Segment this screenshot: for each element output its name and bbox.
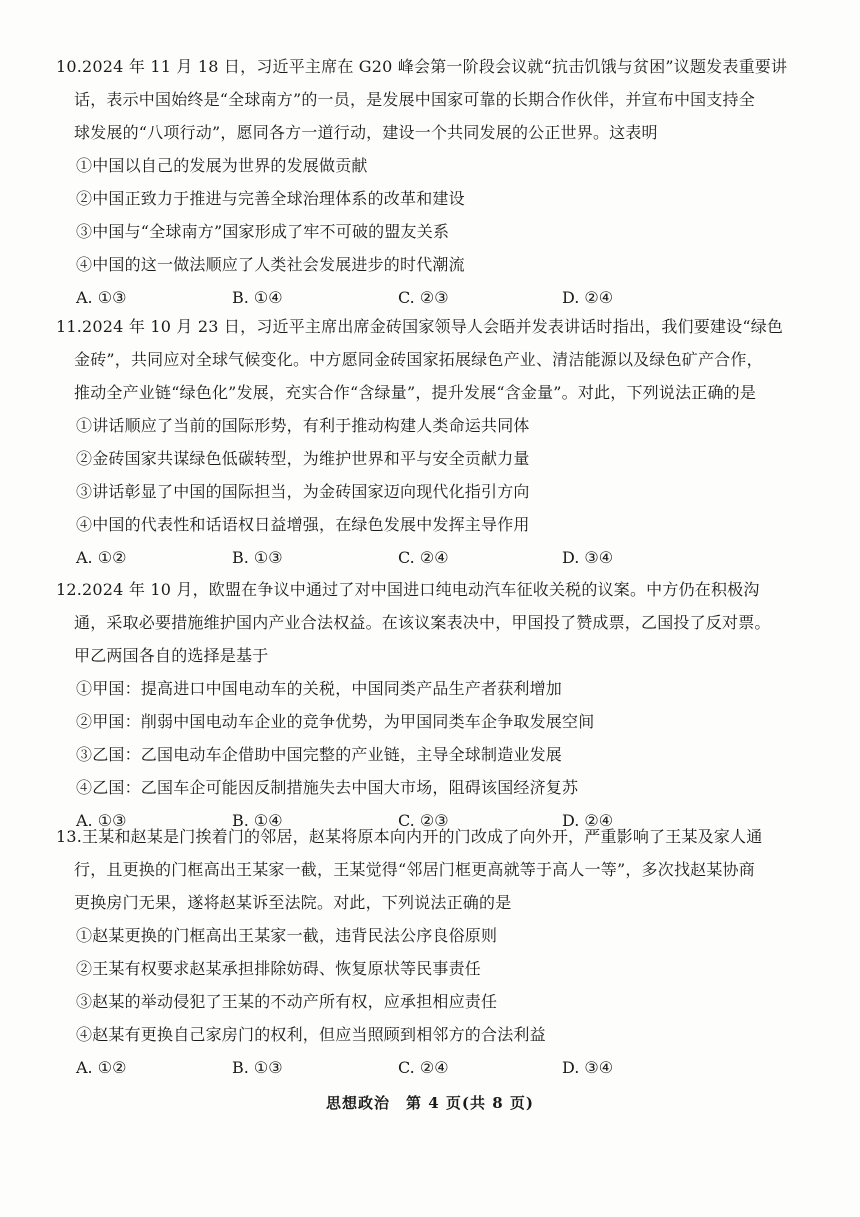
choice-a: A. ①②	[76, 548, 127, 567]
choice-d: D. ③④	[562, 548, 614, 567]
question-12	[56, 573, 816, 837]
statement-option: ②金砖国家共谋绿色低碳转型，为维护世界和平与安全贡献力量	[76, 449, 530, 468]
statement-option: ②王某有权要求赵某承担排除妨碍、恢复原状等民事责任	[76, 959, 482, 978]
question-stem-line: 10.2024 年 11 月 18 日，习近平主席在 G20 峰会第一阶段会议就“抗击饥饿与贫困”议题发表重要讲	[56, 57, 788, 76]
statement-option: ①甲国：提高进口中国电动车的关税，中国同类产品生产者获利增加	[76, 679, 563, 698]
choice-a: A. ①②	[76, 1058, 127, 1077]
question-stem-line: 通，采取必要措施维护国内产业合法权益。在该议案表决中，甲国投了赞成票，乙国投了反对票。	[74, 613, 771, 632]
choice-c: C. ②④	[398, 1058, 449, 1077]
choice-d: D. ③④	[562, 1058, 614, 1077]
question-stem-line: 推动全产业链“绿色化”发展，充实合作“含绿量”，提升发展“含金量”。对此，下列说法正确的是	[74, 383, 757, 402]
question-stem-line: 金砖”，共同应对全球气候变化。中方愿同金砖国家拓展绿色产业、清洁能源以及绿色矿产合作，	[74, 350, 763, 369]
choice-b: B. ①③	[232, 1058, 283, 1077]
statement-option: ②甲国：削弱中国电动车企业的竞争优势，为甲国同类车企争取发展空间	[76, 712, 595, 731]
statement-option: ③中国与“全球南方”国家形成了牢不可破的盟友关系	[76, 222, 450, 241]
question-stem-line: 12.2024 年 10 月，欧盟在争议中通过了对中国进口纯电动汽车征收关税的议案。中方仍在积极沟	[56, 580, 760, 599]
choice-c: C. ②④	[398, 548, 449, 567]
question-11	[56, 310, 816, 574]
choice-c: C. ②③	[398, 811, 449, 830]
question-stem-line: 甲乙两国各自的选择是基于	[74, 646, 269, 665]
question-stem-line: 11.2024 年 10 月 23 日，习近平主席出席金砖国家领导人会晤并发表讲话时指出，我们要建设“绿色	[56, 317, 784, 336]
statement-option: ③讲话彰显了中国的国际担当，为金砖国家迈向现代化指引方向	[76, 482, 530, 501]
choice-d: D. ②④	[562, 811, 614, 830]
statement-option: ③赵某的举动侵犯了王某的不动产所有权，应承担相应责任	[76, 992, 498, 1011]
question-stem-line: 行，且更换的门框高出王某家一截，王某觉得“邻居门框更高就等于高人一等”，多次找赵某协商	[74, 860, 755, 879]
choice-b: B. ①④	[232, 288, 283, 307]
choice-b: B. ①④	[232, 811, 283, 830]
answer-choices	[56, 541, 816, 574]
statement-option: ①讲话顺应了当前的国际形势，有利于推动构建人类命运共同体	[76, 416, 530, 435]
question-stem-line: 13.王某和赵某是门挨着门的邻居，赵某将原本向内开的门改成了向外开，严重影响了王某及家人通	[56, 827, 763, 846]
answer-choices	[56, 1051, 816, 1084]
statement-option: ①中国以自己的发展为世界的发展做贡献	[76, 156, 368, 175]
choice-d: D. ②④	[562, 288, 614, 307]
question-stem-line: 更换房门无果，遂将赵某诉至法院。对此，下列说法正确的是	[74, 893, 512, 912]
question-10	[56, 50, 816, 314]
question-stem-line: 话，表示中国始终是“全球南方”的一员，是发展中国家可靠的长期合作伙伴，并宣布中国支持全	[74, 90, 755, 109]
choice-c: C. ②③	[398, 288, 449, 307]
page-footer: 思想政治 第 4 页(共 8 页)	[326, 1094, 534, 1112]
statement-option: ④中国的这一做法顺应了人类社会发展进步的时代潮流	[76, 255, 465, 274]
statement-option: ④赵某有更换自己家房门的权利，但应当照顾到相邻方的合法利益	[76, 1025, 546, 1044]
choice-a: A. ①③	[76, 811, 127, 830]
statement-option: ③乙国：乙国电动车企借助中国完整的产业链，主导全球制造业发展	[76, 745, 563, 764]
statement-option: ②中国正致力于推进与完善全球治理体系的改革和建设	[76, 189, 465, 208]
statement-option: ④乙国：乙国车企可能因反制措施失去中国大市场，阻碍该国经济复苏	[76, 778, 579, 797]
question-13	[56, 820, 816, 1084]
question-stem-line: 球发展的“八项行动”，愿同各方一道行动，建设一个共同发展的公正世界。这表明	[74, 123, 658, 142]
choice-a: A. ①③	[76, 288, 127, 307]
statement-option: ①赵某更换的门框高出王某家一截，违背民法公序良俗原则	[76, 926, 498, 945]
statement-option: ④中国的代表性和话语权日益增强，在绿色发展中发挥主导作用	[76, 515, 530, 534]
choice-b: B. ①③	[232, 548, 283, 567]
